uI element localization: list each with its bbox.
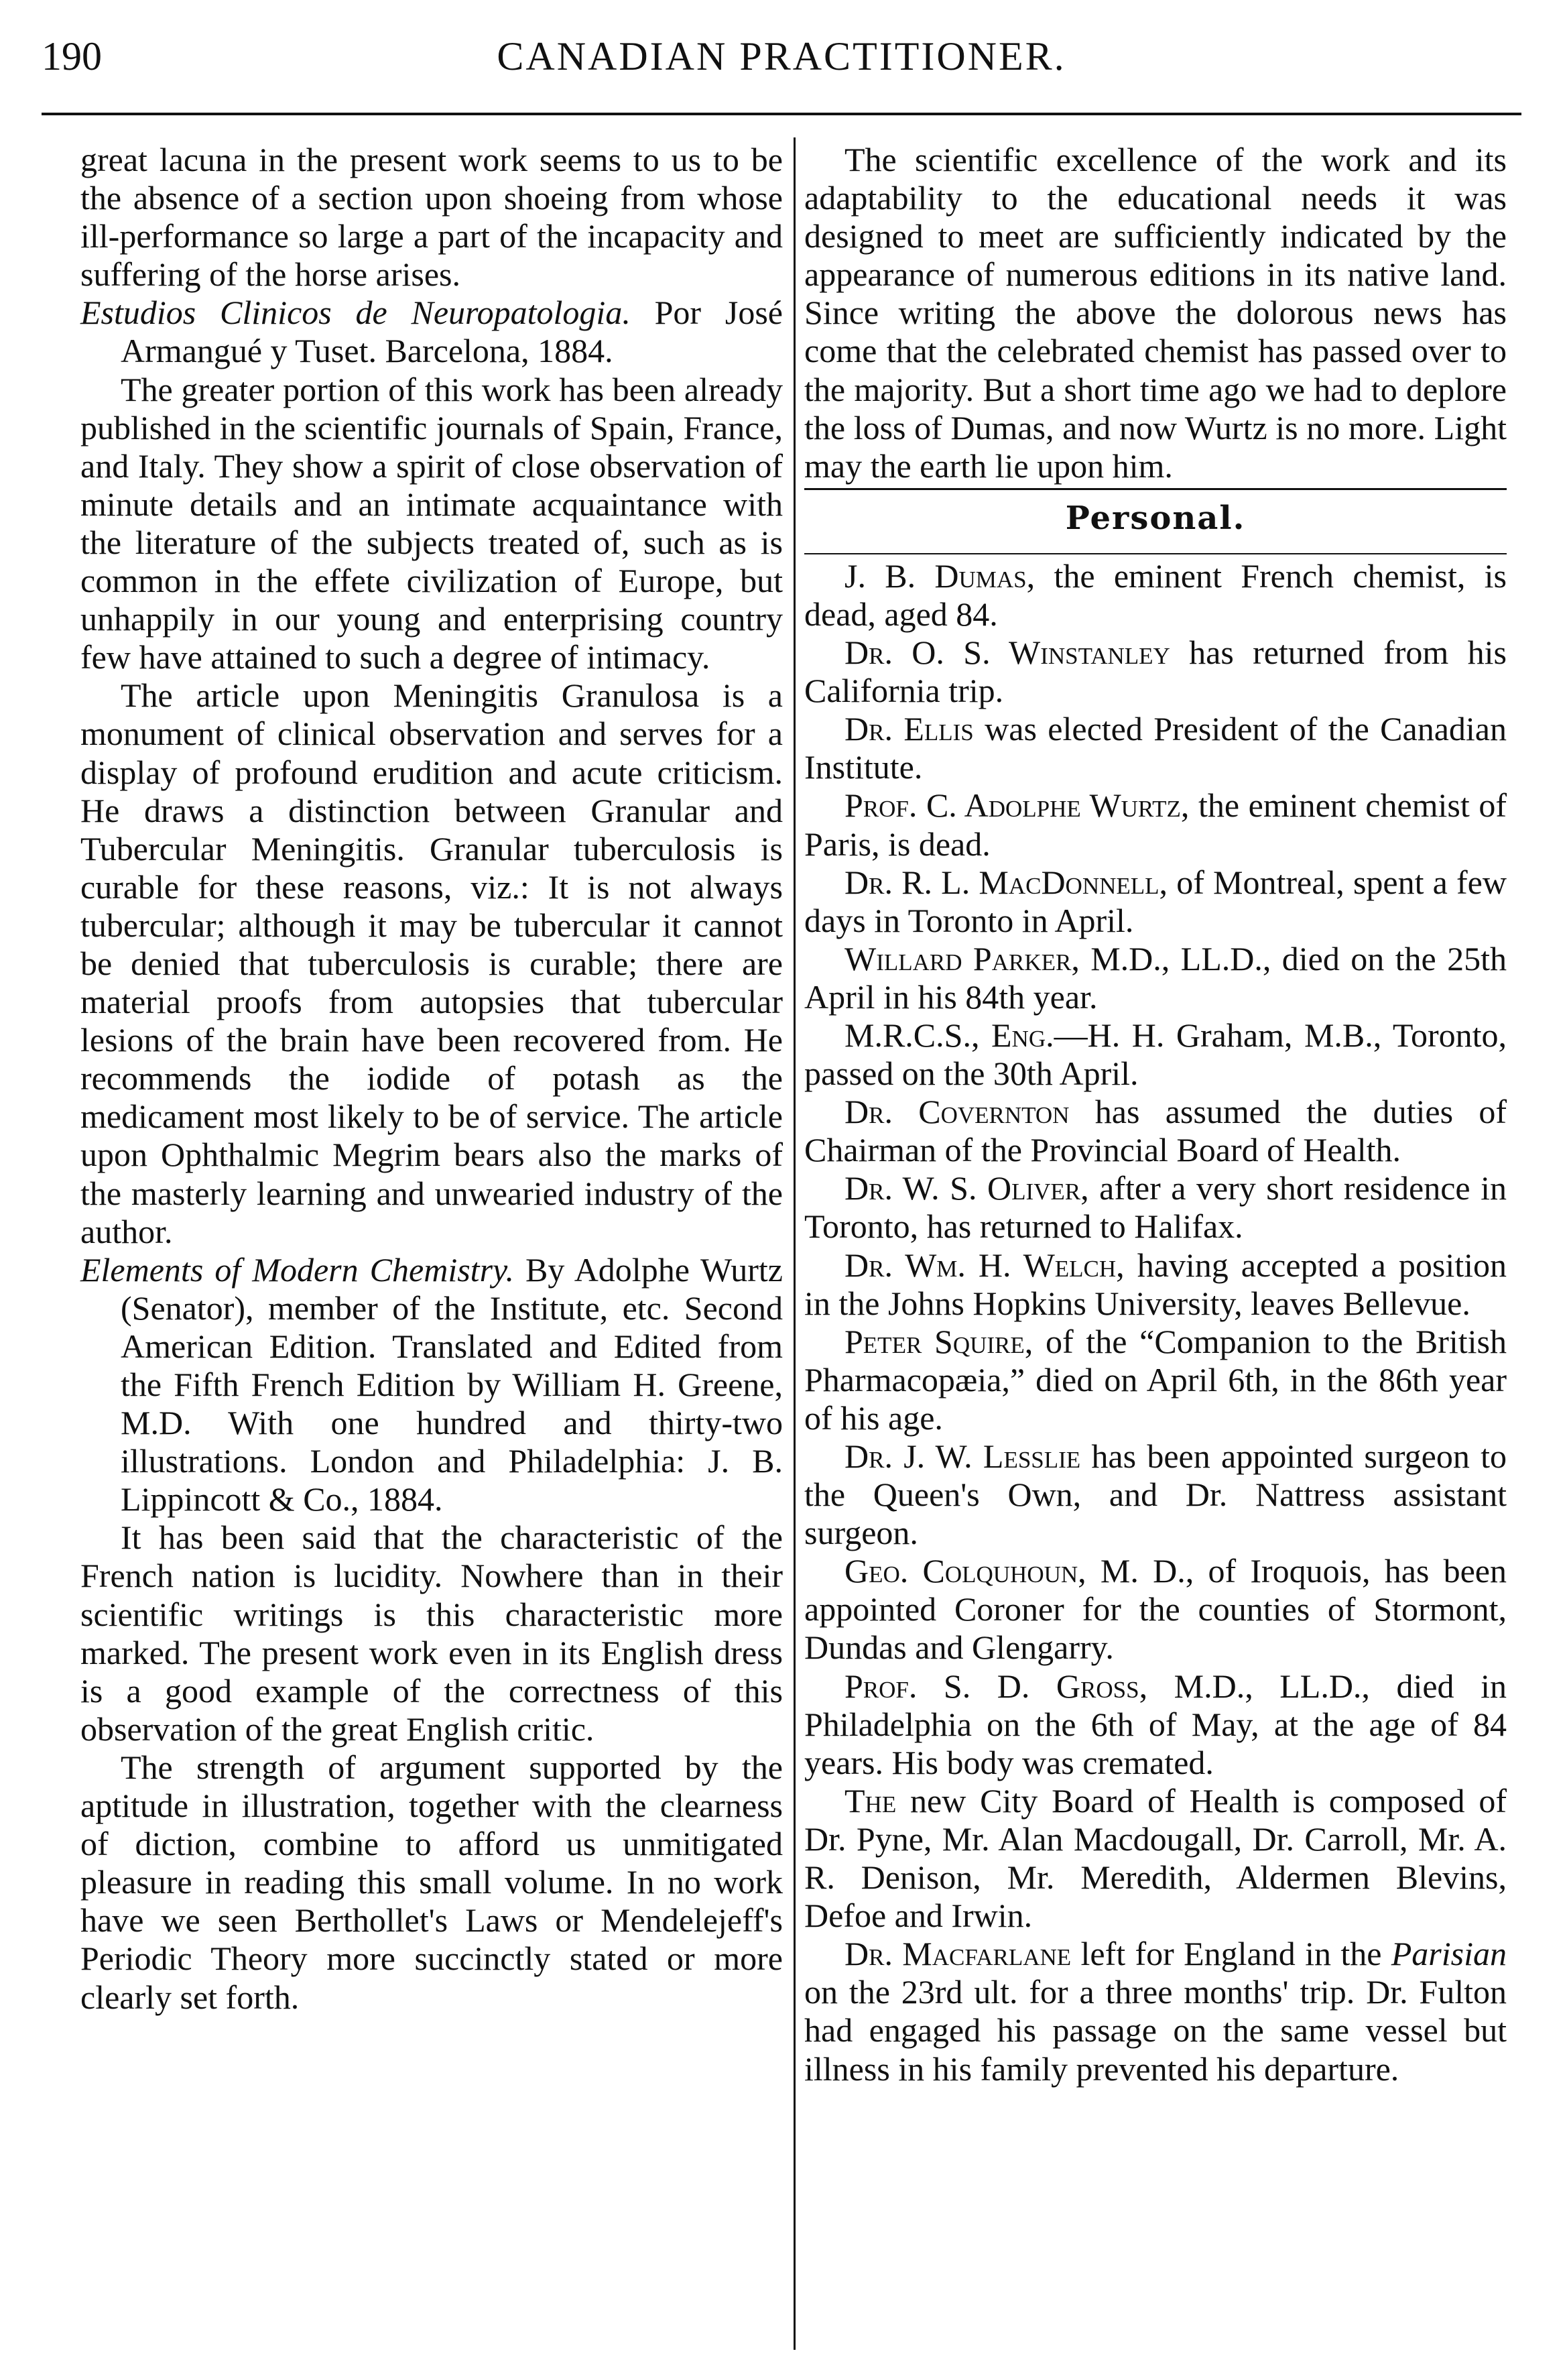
- item-text: the eminent chemist of Paris, is dead.: [804, 786, 1507, 863]
- page-number: 190: [42, 34, 102, 78]
- person-name: Dr. R. L. MacDonnell,: [844, 863, 1168, 901]
- running-title: CANADIAN PRACTITIONER.: [497, 34, 1066, 78]
- person-name: Geo. Colquhoun,: [844, 1552, 1086, 1590]
- section-rule: [804, 488, 1507, 490]
- item-text: has assumed the duties of Chairman of the Provincial Board of Health.: [804, 1093, 1507, 1169]
- book-citation-chemistry: [80, 1251, 783, 1519]
- item-text: has been appointed surgeon to the Queen's Own, and Dr. Nattress assistant surgeon.: [804, 1437, 1507, 1552]
- ship-name: Parisian: [1391, 1935, 1507, 1973]
- review-paragraph: The greater portion of this work has been already published in the scientific journals of Spain, France, and Italy. They show a spirit of close observation of minute details and an intimate acquaintance with the literature of the subjects treated of, such as is common in the effete civilization of Europe, but unhappily in our young and enterprising country few have attained to such a degree of intimacy.: [80, 370, 783, 676]
- personal-item: [804, 864, 1507, 940]
- review-conclusion: The scientific excellence of the work and its adaptability to the educational needs it was designed to meet are sufficiently indicated by the appearance of numerous editions in its native land. Since writing the above the dolorous news has come that the celebrated chemist has passed over to the majority. But a short time ago we had to deplore the loss of Dumas, and now Wurtz is no more. Light may the earth lie upon him.: [804, 141, 1507, 485]
- review-continuation: great lacuna in the present work seems to us to be the absence of a section upon shoeing from whose ill-performance so large a part of the incapacity and suffering of the horse arises.: [80, 141, 783, 294]
- personal-item: [804, 1935, 1507, 2088]
- review-paragraph: The article upon Meningitis Granulosa is a monument of clinical observation and serves for a display of profound erudition and acute criticism. He draws a distinction between Granular and Tubercular Meningitis. Granular tuberculosis is curable for these reasons, viz.: It is not always tubercular; although it may be tubercular it cannot be denied that tuberculosis is curable; there are material proofs from autopsies that tubercular lesions of the brain have been recovered from. He recommends the iodide of potash as the medicament most likely to be of service. The article upon Ophthalmic Megrim bears also the marks of the masterly learning and unwearied industry of the author.: [80, 676, 783, 1250]
- person-name: Dr. Covernton: [844, 1093, 1070, 1131]
- person-name: Prof. S. D. Gross,: [844, 1667, 1148, 1705]
- header-rule: [42, 113, 1521, 115]
- personal-item: [804, 1169, 1507, 1246]
- item-text: M. D., of Iroquois, has been appointed Coroner for the counties of Stormont, Dundas and Glengarry.: [804, 1552, 1507, 1667]
- page-header: [42, 19, 1521, 93]
- item-text: the eminent French chemist, is dead, aged 84.: [804, 556, 1507, 633]
- book-title: Elements of Modern Chemistry.: [80, 1250, 514, 1289]
- person-name: Dr. O. S. Winstanley: [844, 634, 1170, 672]
- book-details: By Adolphe Wurtz (Senator), member of the Institute, etc. Second American Edition. Translated and Edited from the Fifth French Edition by William H. Greene, M.D. With one hundred and thirty-two illustrations. London and Philadelphia: J. B. Lippincott & Co., 1884.: [121, 1250, 783, 1519]
- person-name: Dr. J. W. Lesslie: [844, 1437, 1081, 1475]
- item-text: left for England in the: [1071, 1935, 1391, 1973]
- review-paragraph: The strength of argument supported by the aptitude in illustration, together with the clearness of diction, combine to afford us unmitigated pleasure in reading this small volume. In no work have we seen Berthollet's Laws or Mendelejeff's Periodic Theory more succinctly stated or more clearly set forth.: [80, 1748, 783, 2016]
- item-text: was elected President of the Canadian Institute.: [804, 710, 1507, 786]
- review-paragraph: It has been said that the characteristic of the French nation is lucidity. Nowhere than in their scientific writings is this characteristic more marked. The present work even in its English dress is a good example of the correctness of this observation of the great English critic.: [80, 1519, 783, 1748]
- item-text: has returned from his California trip.: [804, 634, 1507, 710]
- personal-item: [804, 1093, 1507, 1169]
- section-title-personal: Personal.: [1065, 499, 1246, 537]
- column-divider: [794, 137, 796, 2350]
- personal-item: [804, 1016, 1507, 1093]
- left-column: [80, 141, 783, 2017]
- item-text: new City Board of Health is composed of Dr. Pyne, Mr. Alan Macdougall, Dr. Carroll, Mr. A. R. Denison, Mr. Meredith, Aldermen Blevins, Defoe and Irwin.: [804, 1781, 1507, 1935]
- personal-item: [804, 940, 1507, 1016]
- item-text: M.D., LL.D., died on the 25th April in his 84th year.: [804, 939, 1507, 1016]
- book-citation-neuropatologia: [80, 294, 783, 370]
- person-name: Dr. Wm. H. Welch,: [844, 1246, 1125, 1284]
- person-name: The: [844, 1781, 897, 1820]
- personal-item: [804, 1323, 1507, 1437]
- person-name: Willard Parker,: [844, 939, 1080, 977]
- personal-item: [804, 1667, 1507, 1782]
- personal-item: [804, 710, 1507, 786]
- personal-item: [804, 1782, 1507, 1935]
- personal-item: [804, 1246, 1507, 1323]
- item-text: having accepted a position in the Johns Hopkins University, leaves Bellevue.: [804, 1246, 1507, 1322]
- item-text: —H. H. Graham, M.B., Toronto, passed on the 30th April.: [804, 1016, 1507, 1093]
- person-name: M.R.C.S., Eng.: [844, 1016, 1054, 1054]
- personal-item: [804, 786, 1507, 863]
- book-title: Estudios Clinicos de Neuropatologia.: [80, 294, 631, 332]
- section-rule: [804, 553, 1507, 554]
- person-name: Dr. Ellis: [844, 710, 974, 748]
- right-column: [804, 141, 1507, 2088]
- item-text: of Montreal, spent a few days in Toronto in April.: [804, 863, 1507, 939]
- personal-item: [804, 557, 1507, 634]
- personal-item: [804, 1552, 1507, 1667]
- personal-item: [804, 1437, 1507, 1552]
- item-text: on the 23rd ult. for a three months' trip. Dr. Fulton had engaged his passage on the same vessel but illness in his family prevented his departure.: [804, 1973, 1507, 2088]
- item-text: of the “Companion to the British Pharmacopæia,” died on April 6th, in the 86th year of his age.: [804, 1322, 1507, 1437]
- person-name: Prof. C. Adolphe Wurtz,: [844, 786, 1190, 825]
- item-text: M.D., LL.D., died in Philadelphia on the 6th of May, at the age of 84 years. His body was cremated.: [804, 1667, 1507, 1781]
- person-name: J. B. Dumas,: [844, 556, 1036, 595]
- book-details: Por José Armangué y Tuset. Barcelona, 1884.: [121, 294, 783, 370]
- person-name: Peter Squire,: [844, 1322, 1033, 1360]
- item-text: after a very short residence in Toronto, has returned to Halifax.: [804, 1169, 1507, 1246]
- personal-item: [804, 634, 1507, 710]
- person-name: Dr. Macfarlane: [844, 1935, 1072, 1973]
- person-name: Dr. W. S. Oliver,: [844, 1169, 1089, 1207]
